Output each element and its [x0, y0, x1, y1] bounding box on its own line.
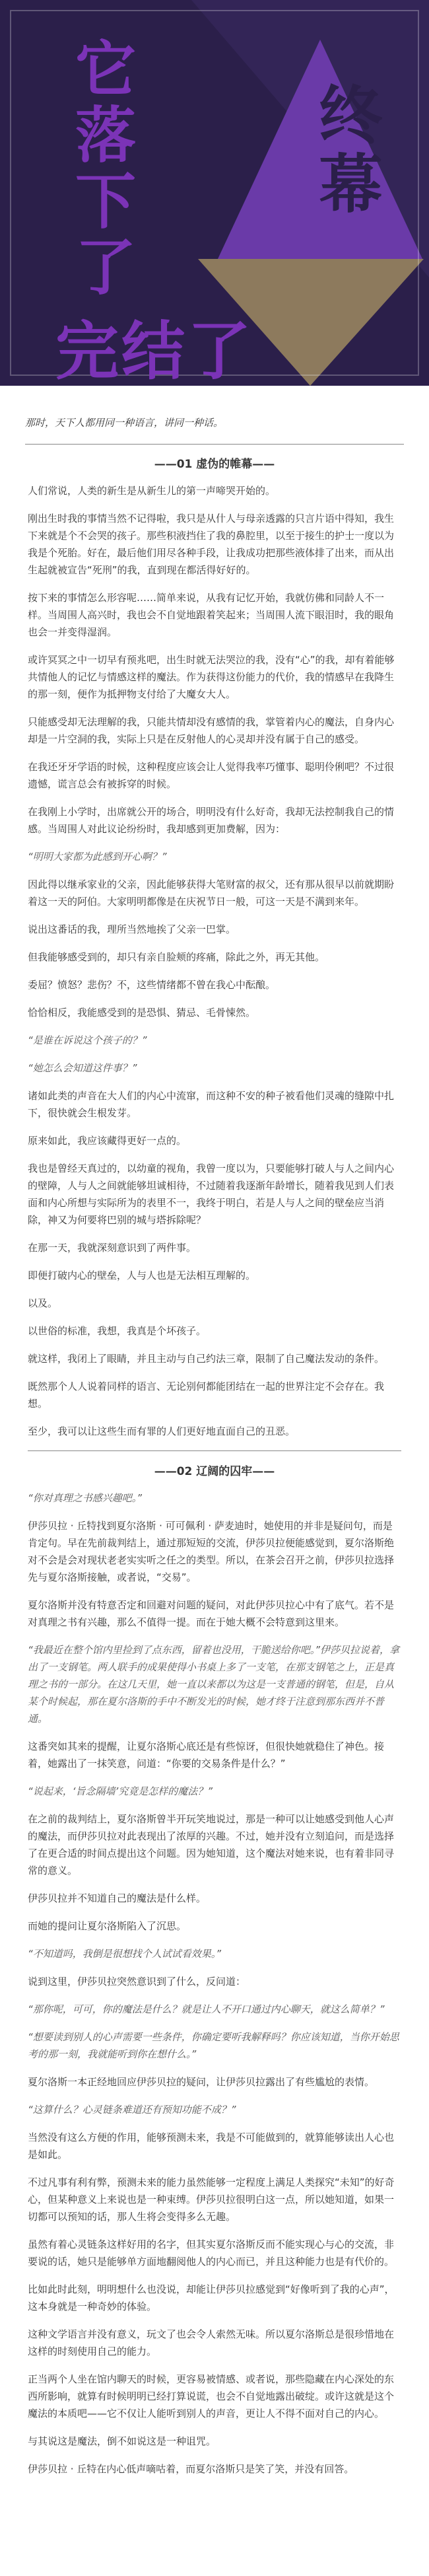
section2-paragraph: 不过凡事有利有弊，预测未来的能力虽然能够一定程度上满足人类探究“未知”的好奇心，但某种意义上来说也是一种束缚。伊莎贝拉很明白这一点，所以她知道，如果一切都可以预知的话，那人生将会变得多么无趣。 [28, 2176, 395, 2223]
section2-paragraph: “我最近在整个馆内里捡到了点东西，留着也没用，干脆送给你吧。”伊莎贝拉说着，拿出了一支钢笔。两人联手的成果使得小书桌上多了一支笔，在那支钢笔之上，正是真理之书的一部分。在这几天里，她一直以来都以为这是一支普通的钢笔，但是，自从某个时候起，那在夏尔洛斯的手中不断发光的时候，她才终于注意到那东西并不普通。 [28, 1644, 400, 1725]
section1-paragraph: 在我刚上小学时，出席就公开的场合，明明没有什么好奇，我却无法控制我自己的情感。当周围人对此议论纷纷时，我却感到更加费解，因为： [28, 806, 395, 835]
section1-paragraph: “她怎么会知道这件事？” [28, 1062, 137, 1074]
hero-title-3: 完结了 [55, 314, 253, 386]
section-2-divider [28, 1450, 401, 1451]
hero-title-2: 终幕 [309, 82, 383, 219]
section1-paragraph: 说出这番话的我，理所当然地挨了父亲一巴掌。 [28, 923, 236, 935]
section1-paragraph: “是谁在诉说这个孩子的？” [28, 1034, 147, 1046]
section2-paragraph: “这算什么？心灵链条难道还有预知功能不成？” [28, 2104, 236, 2116]
section1-paragraph: “明明大家都为此感到开心啊？” [28, 851, 167, 863]
intro [25, 413, 404, 445]
section1-paragraph: 就这样，我闭上了眼睛，并且主动与自己约法三章，限制了自己魔法发动的条件。 [28, 1353, 385, 1365]
section1-paragraph: 原来如此，我应该藏得更好一点的。 [28, 1135, 187, 1147]
section2-paragraph: 比如此时此刻，明明想什么也没说，却能让伊莎贝拉感觉到“好像听到了我的心声”，这本身就是一种奇妙的体验。 [28, 2283, 395, 2312]
section-2 [28, 1448, 401, 2488]
section2-paragraph: “说起来，‘旨念隔墙’究竟是怎样的魔法？” [28, 1785, 213, 1797]
section2-paragraph: 夏尔洛斯并没有特意否定和回避对问题的疑问，对此伊莎贝拉心中有了底气。若不是对真理之书有兴趣，那么不值得一提。而在于她大概不会特意到这里来。 [28, 1599, 395, 1628]
section1-paragraph: 委屈？愤怒？悲伤？不，这些情绪都不曾在我心中酝酿。 [28, 979, 276, 991]
hero-banner [0, 0, 429, 386]
section1-paragraph: 以及。 [28, 1297, 58, 1309]
section1-paragraph: 我也是曾经天真过的，以幼童的视角，我曾一度以为，只要能够打破人与人之间内心的壁障，人与人之间就能够坦诚相待，不过随着我逐渐年龄增长，随着我见到人们表面和内心所想与实际所为的表里不一，我终于明白，若是人与人之间的壁垒应当消除，神又为何要将巴别的城与塔拆除呢？ [28, 1163, 395, 1226]
section1-paragraph: 刚出生时我的事情当然不记得啦，我只是从什人与母亲透露的只言片语中得知，我生下来就是个不会哭的孩子。那些积液挡住了我的鼻腔里，以至于接生的护士一度以为我是个死胎。好在，最后他们用尽各种手段，让我成功把那些液体排了出来，而从出生起就被宣告“死刑”的我，直到现在都活得好好的。 [28, 513, 395, 576]
section1-paragraph: 既然那个人人说着同样的语言、无论别何都能团结在一起的世界注定不会存在。我想。 [28, 1380, 385, 1410]
section2-paragraph: “你对真理之书感兴趣吧。” [28, 1492, 143, 1504]
section2-paragraph: 正当两个人坐在馆内聊天的时候，更容易被情感、或者说，那些隐藏在内心深处的东西所影响，就算有时候明明已经打算说谎，也会不自觉地露出破绽。或许这就是这个魔法的本质吧——它不仅让人能听到别人的声音，更让人不得不面对自己的内心。 [28, 2373, 395, 2419]
section-1 [28, 456, 401, 1450]
section2-paragraph: 在之前的裁判结上，夏尔洛斯曾半开玩笑地说过，那是一种可以让她感受到他人心声的魔法，而伊莎贝拉对此表现出了浓厚的兴趣。不过，她并没有立刻追问，而是选择了在更合适的时间点提出这个问题。因为她知道，这个魔法对她来说，也有着非同寻常的意义。 [28, 1813, 395, 1877]
section1-paragraph: 以世俗的标准，我想，我真是个坏孩子。 [28, 1325, 207, 1337]
intro-text: 那时，天下人都用同一种语言，讲同一种话。 [25, 417, 224, 429]
section2-paragraph: 当然没有这么方便的作用，能够预测未来，我是不可能做到的，就算能够读出人心也是如此。 [28, 2131, 395, 2161]
section2-paragraph: 而她的提问让夏尔洛斯陷入了沉思。 [28, 1920, 187, 1932]
section1-paragraph: 但我能够感受到的，却只有亲自脸颊的疼痛，除此之外，再无其他。 [28, 951, 325, 963]
section1-paragraph: 在那一天，我就深刻意识到了两件事。 [28, 1242, 197, 1254]
section2-paragraph: 夏尔洛斯一本正经地回应伊莎贝拉的疑问，让伊莎贝拉露出了有些尴尬的表情。 [28, 2076, 375, 2088]
section-2-body [28, 1489, 401, 2478]
section2-paragraph: 伊莎贝拉并不知道自己的魔法是什么样。 [28, 1892, 207, 1904]
section2-paragraph: “不知道吗，我倒是很想找个人试试看效果。” [28, 1948, 222, 1960]
section2-paragraph: 虽然有着心灵链条这样好用的名字，但其实夏尔洛斯反而不能实现心与心的交流，非要说的话，她只是能够单方面地翻阅他人的内心而已，并且这种能力也是有代价的。 [28, 2238, 395, 2268]
section1-paragraph: 因此得以继承家业的父亲，因此能够获得大笔财富的叔父，还有那从很早以前就期盼着这一天的阿伯。大家明明都像是在庆祝节日一般，可这一天是不满到来年。 [28, 878, 395, 908]
section1-paragraph: 只能感受却无法理解的我，只能共情却没有感情的我，掌管着内心的魔法，自身内心却是一片空洞的我，实际上只是在反射他人的心灵却并没有属于自己的感受。 [28, 716, 395, 745]
section-1-body [28, 482, 401, 1440]
section-1-title: ——01 虚伪的帷幕—— [154, 458, 275, 471]
section1-paragraph: 至少，我可以让这些生而有罪的人们更好地直面自己的丑恶。 [28, 1425, 296, 1437]
section1-paragraph: 在我还牙牙学语的时候，这种程度应该会让人觉得我率巧懂事、聪明伶俐吧？不过很遗憾，谎言总会有被拆穿的时候。 [28, 761, 395, 790]
intro-divider [25, 444, 404, 445]
section1-paragraph: 人们常说，人类的新生是从新生儿的第一声啼哭开始的。 [28, 485, 276, 497]
section1-paragraph: 或许冥冥之中一切早有预兆吧，出生时就无法哭泣的我，没有“心”的我，却有着能够共情他人的记忆与情感这样的魔法。作为获得这份能力的代价，我的情感早在我降生的那一刻，便作为抵押物支付给了大魔女大人。 [28, 654, 395, 700]
section2-paragraph: 这番突如其来的提醒，让夏尔洛斯心底还是有些惊讶，但很快她就稳住了神色。接着，她露出了一抹笑意，问道：“你要的交易条件是什么？” [28, 1740, 385, 1770]
section2-paragraph: 伊莎贝拉 · 丘特在内心低声嘀咕着，而夏尔洛斯只是笑了笑，并没有回答。 [28, 2463, 354, 2475]
hero-title-1: 它落下了 [65, 37, 136, 301]
section1-paragraph: 按下来的事情怎么形容呢……简单来说，从我有记忆开始，我就仿佛和同龄人不一样。当周围人高兴时，我也会不自觉地跟着笑起来；当周围人流下眼泪时，我的眼角也会一并变得湿润。 [28, 592, 395, 638]
section1-paragraph: 恰恰相反，我能感受到的是恐惧、猜忌、毛骨悚然。 [28, 1007, 256, 1019]
section-2-title: ——02 辽阔的囚牢—— [154, 1465, 275, 1478]
section2-paragraph: 说到这里，伊莎贝拉突然意识到了什么，反问道： [28, 1976, 246, 1987]
section2-paragraph: “那你呢，可可，你的魔法是什么？就是让人不开口通过内心聊天，就这么简单？” [28, 2003, 385, 2015]
section1-paragraph: 诸如此类的声音在大人们的内心中流窜，而这种不安的种子被看他们灵魂的缝隙中扎下，很快就会生根发芽。 [28, 1090, 395, 1119]
section2-paragraph: 伊莎贝拉 · 丘特找到夏尔洛斯 · 可可佩利 · 萨麦迪时，她使用的并非是疑问句，而是肯定句。早在先前裁判结上，通过那短短的交流，伊莎贝拉便能感觉到，夏尔洛斯绝对不会是会对现状老老实实听之任之的类型。所以，在茶会召开之前，伊莎贝拉选择先与夏尔洛斯接触，或者说，“交易”。 [28, 1520, 395, 1583]
section1-paragraph: 即便打破内心的壁垒，人与人也是无法相互理解的。 [28, 1270, 256, 1281]
section2-paragraph: “想要读到别人的心声需要一些条件，你确定要听我解释吗？你应该知道，当你开始思考的那一刻，我就能听到你在想什么。” [28, 2031, 399, 2060]
section2-paragraph: 与其说这是魔法，倒不如说这是一种诅咒。 [28, 2435, 216, 2447]
section2-paragraph: 这种文学语言并没有意义，玩文了也会令人索然无味。所以夏尔洛斯总是很珍惜地在这样的时刻使用自己的能力。 [28, 2328, 395, 2357]
